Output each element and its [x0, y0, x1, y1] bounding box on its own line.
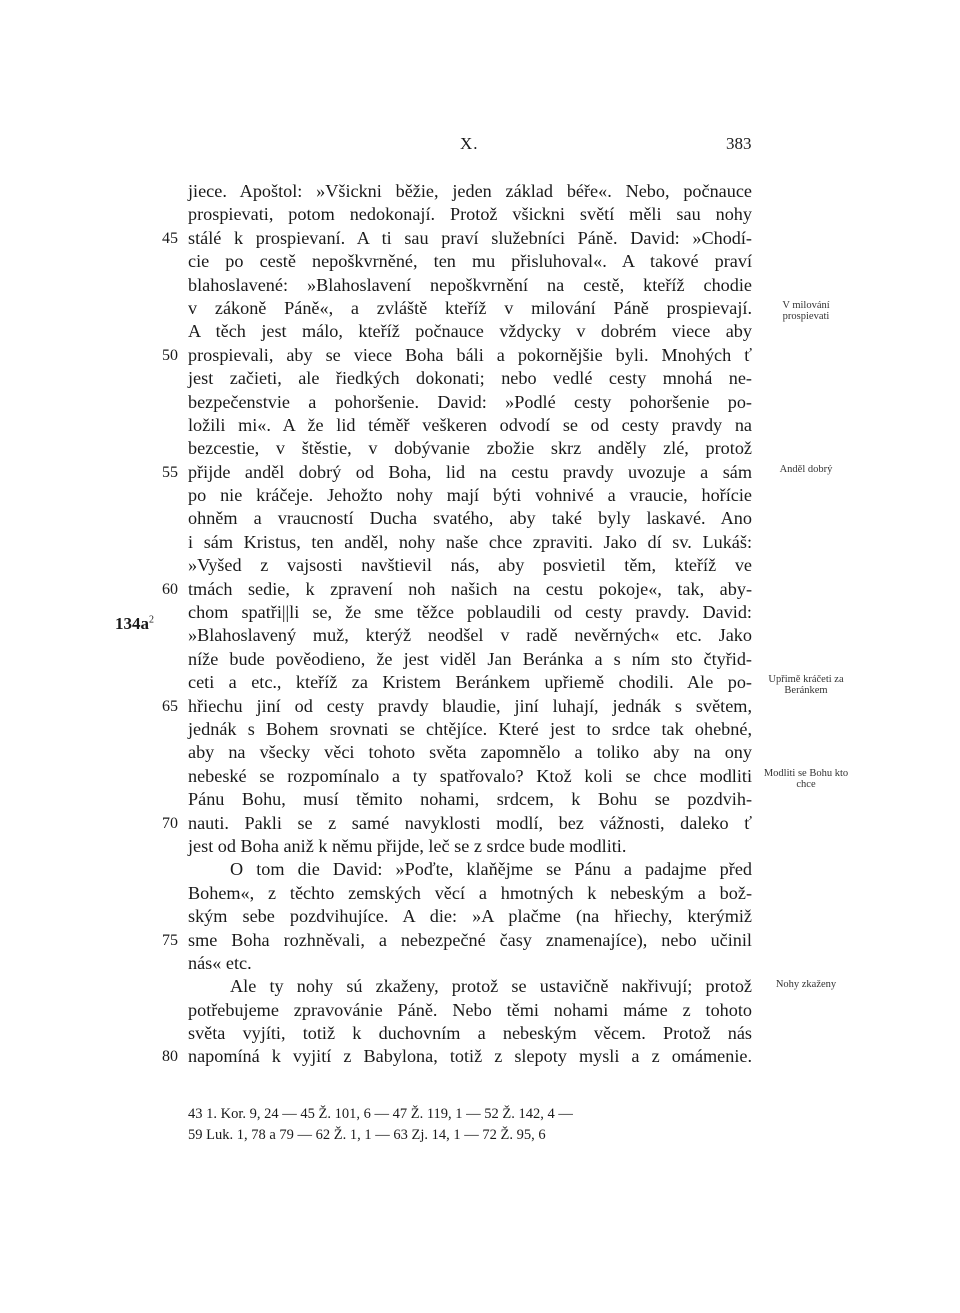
- text-line: [188, 999, 752, 1022]
- text-line: [188, 741, 752, 764]
- line-text: hřiechu jiní od cesty pravdy blaudie, jiní luhají, jednák s světem,: [188, 695, 752, 716]
- text-line: [188, 624, 752, 647]
- line-text: potřebujeme zpravovánie Páně. Nebo těmi nohami máme z tohoto: [188, 999, 752, 1020]
- text-line: [188, 531, 752, 554]
- line-text: Ale ty nohy sú zkaženy, protož se ustavičně nakřivují; protož: [230, 976, 752, 997]
- line-text: ohněm a vraucností Ducha svatého, aby také byly laskavé. Ano: [188, 508, 752, 529]
- folio-number: 134a: [115, 614, 149, 633]
- line-text: »Vyšed z vajsosti navštievil nás, aby posvietil těm, kteříž ve: [188, 555, 752, 576]
- chapter-heading: X.: [460, 134, 479, 153]
- text-line: [162, 227, 752, 250]
- line-text: jest od Boha aniž k němu přijde, leč se z srdce bude modliti.: [188, 835, 627, 856]
- folio-superscript: 2: [149, 614, 154, 626]
- line-text: nebeské se rozpomínalo a ty spatřovalo? Ktož koli se chce modliti: [188, 765, 752, 786]
- line-text: bezpečenstvie a pohoršenie. David: »Podlé cesty pohoršenie po-: [188, 391, 752, 412]
- footnotes: [188, 1104, 752, 1146]
- text-line: [188, 858, 752, 881]
- text-line: [188, 765, 752, 788]
- text-line: [162, 1045, 752, 1068]
- text-line: [188, 180, 752, 203]
- text-line: [188, 367, 752, 390]
- line-number: 50: [162, 346, 178, 364]
- text-line: [162, 812, 752, 835]
- text-line: [162, 578, 752, 601]
- line-text: A těch jest málo, kteříž počnauce vždycky v dobrém viece aby: [188, 321, 752, 342]
- line-number: 70: [162, 814, 178, 832]
- line-text: prospievati, potom nedokonají. Protož všickni světí měli sau nohy: [188, 204, 752, 225]
- line-text: chom spatři||li se, že sme těžce poblaudili od cesty pravdy. David:: [188, 602, 752, 623]
- main-text: [162, 180, 752, 1069]
- line-text: po nie kráčeje. Jehožto nohy mají býti vohnivé a vraucie, hořície: [188, 485, 752, 506]
- text-line: [188, 297, 752, 320]
- text-line: [188, 274, 752, 297]
- line-text: bezcestie, v štěstie, v dobývanie zbožie skrz anděly zlé, protož: [188, 438, 752, 459]
- line-number: 60: [162, 580, 178, 598]
- text-line: [188, 835, 752, 858]
- text-line: [188, 507, 752, 530]
- text-line: [188, 905, 752, 928]
- footnote-line: 59 Luk. 1, 78 a 79 — 62 Ž. 1, 1 — 63 Zj. 14, 1 — 72 Ž. 95, 6: [188, 1127, 546, 1143]
- text-line: [188, 320, 752, 343]
- margin-note: V milování prospievati: [782, 300, 830, 322]
- footnote-line: 43 1. Kor. 9, 24 — 45 Ž. 101, 6 — 47 Ž. 119, 1 — 52 Ž. 142, 4 —: [188, 1106, 573, 1122]
- text-line: [188, 391, 752, 414]
- margin-note: Anděl dobrý: [779, 463, 833, 475]
- text-line: [162, 695, 752, 718]
- text-line: [188, 203, 752, 226]
- text-line: [162, 344, 752, 367]
- text-line: [188, 718, 752, 741]
- text-line: [188, 414, 752, 437]
- line-text: ložili mi«. A že lid téměř veškeren odvodí se od cesty pravdy na: [188, 414, 752, 435]
- line-text: jednák s Bohem srovnati se chtějíce. Které jest to srdce tak ohebné,: [188, 718, 752, 739]
- line-text: jest začieti, ale řiedkých dokonati; nebo vedlé cesty mnohá ne-: [188, 368, 752, 389]
- folio-marker: [115, 614, 154, 634]
- line-number: 55: [162, 463, 178, 481]
- line-number: 75: [162, 931, 178, 949]
- text-line: [188, 788, 752, 811]
- text-line: [162, 461, 752, 484]
- line-text: tmách sedie, k zpravení noh našich na cestu pokoje«, tak, aby-: [188, 578, 752, 599]
- text-line: [188, 601, 752, 624]
- line-text: jiece. Apoštol: »Všickni běžie, jeden základ béře«. Nebo, počnauce: [188, 181, 752, 201]
- text-line: [188, 484, 752, 507]
- text-line: [188, 975, 752, 998]
- line-text: v zákoně Páně«, a zvláště kteříž v milování Páně prospievají.: [188, 297, 752, 318]
- line-text: i sám Kristus, ten anděl, nohy naše chce zpraviti. Jako dí sv. Lukáš:: [188, 531, 752, 552]
- line-text: cie po cestě nepoškvrněné, ten mu přisluhoval«. A takové praví: [188, 251, 752, 272]
- line-text: přijde anděl dobrý od Boha, lid na cestu pravdy uvozuje a sám: [188, 461, 752, 482]
- text-line: [188, 952, 752, 975]
- page-number: 383: [726, 134, 752, 153]
- line-text: sme Boha rozhněvali, a nebezpečné časy znamenajíce), nebo učinil: [188, 929, 752, 950]
- text-line: [188, 882, 752, 905]
- line-text: níže bude pověodieno, že jest viděl Jan Beránka a s ním sto čtyřid-: [188, 648, 752, 669]
- line-text: prospievali, aby se viece Boha báli a pokornějšie byli. Mnohých ť: [188, 344, 752, 365]
- line-text: »Blahoslavený muž, kterýž neodšel v radě nevěrných« etc. Jako: [188, 625, 752, 646]
- line-text: aby na všecky věci tohoto světa zapomnělo a toliko aby na ony: [188, 742, 752, 763]
- line-number: 80: [162, 1048, 178, 1066]
- text-line: [188, 554, 752, 577]
- text-line: [188, 1022, 752, 1045]
- text-line: [188, 250, 752, 273]
- line-text: světa vyjíti, totiž k duchovním a nebeským věcem. Protož nás: [188, 1023, 752, 1044]
- line-text: blahoslavené: »Blahoslavení nepoškvrnění na cestě, kteříž chodie: [188, 274, 752, 295]
- text-line: [188, 671, 752, 694]
- line-text: Bohem«, z těchto zemských věcí a hmotných k nebeským a bož-: [188, 882, 752, 903]
- text-line: [188, 648, 752, 671]
- line-text: ským sebe pozdvihujíce. A die: »A plačme (na hřiechy, kterýmiž: [188, 906, 752, 927]
- margin-note: Nohy zkaženy: [775, 978, 837, 990]
- line-text: O tom die David: »Poďte, klaňějme se Pánu a padajme před: [230, 859, 752, 880]
- line-text: Pánu Bohu, musí těmito nohami, srdcem, k Bohu se pozdvih-: [188, 789, 752, 810]
- line-text: stálé k prospievaní. A ti sau praví služebníci Páně. David: »Chodí-: [188, 227, 752, 248]
- margin-note: Upřimě kráčeti za Beránkem: [768, 674, 844, 697]
- line-text: ceti a etc., kteříž za Kristem Beránkem upřiemě chodili. Ale po-: [188, 672, 752, 693]
- line-text: napomíná k vyjití z Babylona, totiž z slepoty mysli a z omámenie.: [188, 1046, 752, 1067]
- line-number: 65: [162, 697, 178, 715]
- line-text: nauti. Pakli se z samé navyklosti modlí, bez vážnosti, daleko ť: [188, 812, 752, 833]
- line-number: 45: [162, 229, 178, 247]
- text-line: [188, 437, 752, 460]
- line-text: nás« etc.: [188, 952, 252, 973]
- margin-note: Modliti se Bohu kto chce: [763, 768, 849, 790]
- text-line: [162, 929, 752, 952]
